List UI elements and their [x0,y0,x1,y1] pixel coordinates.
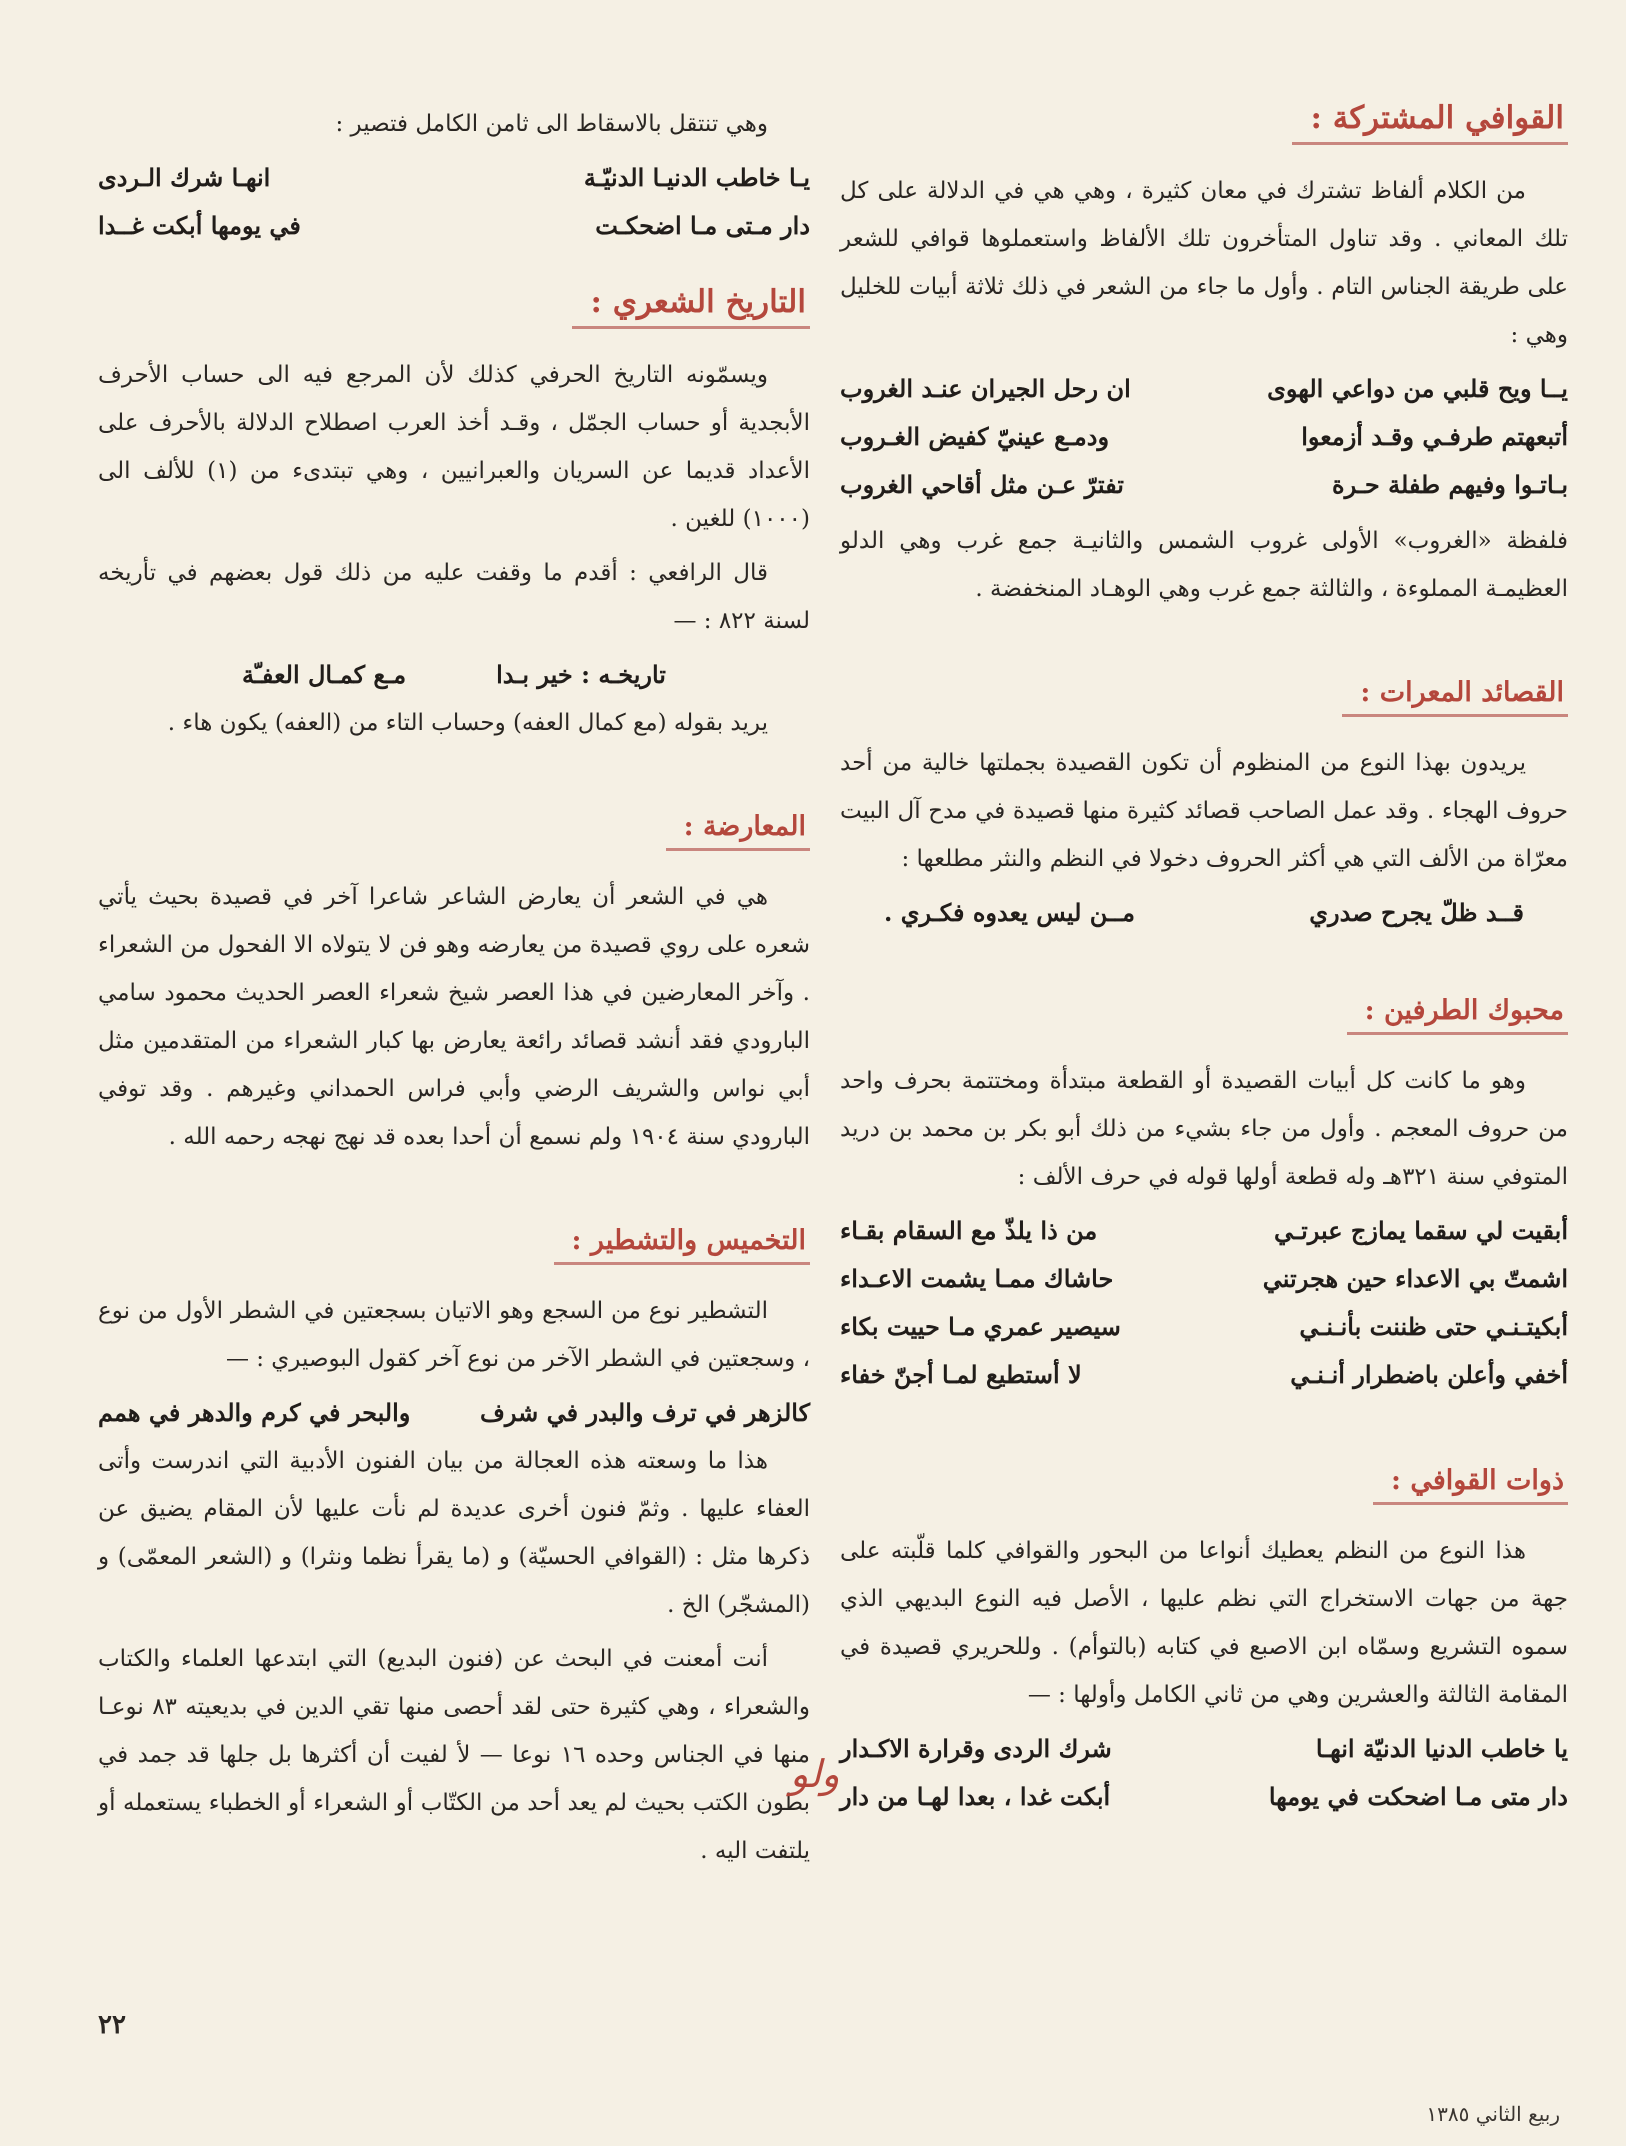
verse-first-hemistich: قــد ظلّ يجرح صدري [1309,898,1524,927]
verse-first-hemistich: أبقيت لي سقما يمازج عبرتـي [1274,1216,1568,1245]
verse-line [840,1773,1568,1821]
verse-second-hemistich: تفترّ عـن مثل أقاحي الغروب [840,470,1124,499]
verse-block [98,154,810,250]
verse-first-hemistich: أتبعهتم طرفـي وقـد أزمعوا [1301,422,1568,451]
verse-first-hemistich: دار مـتى مـا اضحكـت [595,211,810,240]
verse-second-hemistich: شرك الردى وقرارة الاكـدار [840,1734,1112,1763]
section-heading: ذوات القوافي : [1373,1465,1568,1505]
left-column [98,100,810,1881]
section-heading: التخميس والتشطير : [554,1225,810,1265]
section-paragraph: هذا النوع من النظم يعطيك أنواعا من البحور والقوافي كلما قلّبته على جهة من جهات الاستخراج التي نظم عليها ، الأصل فيه النوع البديهي الذي سموه التشريع وسمّاه ابن الاصبع في كتابه (بالتوأم) . وللحريري قصيدة في المقامة الثالثة والعشرين وهي من ثاني الكامل وأولها : — [840,1538,1568,1708]
verse-second-hemistich: من ذا يلذّ مع السقام بقـاء [840,1216,1098,1245]
verse-first-hemistich: كالزهر في ترف والبدر في شرف [480,1398,810,1427]
verse-second-hemistich: مــن ليس يعدوه فكـري . [884,898,1135,927]
section-heading: محبوك الطرفين : [1347,995,1568,1035]
closing-paragraph: أنت أمعنت في البحث عن (فنون البديع) التي ابتدعها العلماء والكتاب والشعراء ، وهي كثيرة حتى لقد أحصى منها تقي الدين في بديعيته ٨٣ نوعـا منها في الجناس وحده ١٦ نوعا — لأ لفيت أن أكثرها بل جلها قد جمد في بطون الكتب بحيث لم يعد أحد من الكتّاب أو الشعراء أو الخطباء يستعمله أو يلتفت اليه . [98,1646,811,1864]
section-heading: المعارضة : [666,811,810,851]
verse-second-hemistich: أبكت غدا ، بعدا لهـا من دار [840,1782,1111,1811]
section-paragraph: يريدون بهذا النوع من المنظوم أن تكون القصيدة بجملتها خالية من أحد حروف الهجاء . وقد عمل الصاحب قصائد كثيرة منها قصيدة في مدح آل البيت معرّاة من الألف التي هي أكثر الحروف دخولا في النظم والنثر مطلعها : [840,750,1568,872]
page-number: ٢٢ [98,2010,126,2040]
verse-line [840,1207,1568,1255]
verse-first-hemistich: يـا خاطب الدنيـا الدنيّـة [583,163,810,192]
verse-first-hemistich: بـاتـوا وفيهم طفلة حـرة [1332,470,1568,499]
verse-second-hemistich: لا أستطيع لمـا أجنّ خفاء [840,1360,1082,1389]
verse-line [840,461,1568,509]
issue-date: ربيع الثاني ١٣٨٥ [1426,2102,1560,2126]
verse-line [98,1389,810,1437]
section-paragraph: هي في الشعر أن يعارض الشاعر شاعرا آخر في قصيدة بحيث يأتي شعره على روي قصيدة من يعارضه وهو فن لا يتولاه الا الفحول من الشعراء . وآخر المعارضين في هذا العصر شيخ شعراء العصر الحديث محمود سامي البارودي فقد أنشد قصائد رائعة يعارض بها كبار الشعراء من المتقدمين مثل أبي نواس والشريف الرضي وأبي فراس الحمداني وغيرهم . وقد توفي البارودي سنة ١٩٠٤ ولم نسمع أن أحدا بعده قد نهج نهجه رحمه الله . [98,884,810,1150]
verse-first-hemistich: أخفي وأعلن باضطرار أنـنـي [1290,1360,1568,1389]
section-heading: القصائد المعرات : [1342,677,1568,717]
verse-block [840,1207,1568,1399]
verse-line [840,365,1568,413]
verse-first-hemistich: تاريخـه : خير بـدا [496,660,666,689]
right-column [840,100,1568,1829]
verse-line [840,1351,1568,1399]
verse-block [840,365,1568,509]
verse-block [840,1725,1568,1821]
quote-paragraph: قال الرافعي : أقدم ما وقفت عليه من ذلك قول بعضهم في تأريخه لسنة ٨٢٢ : — [98,560,810,634]
handwritten-margin-note: ولو [790,1752,840,1796]
verse-first-hemistich: اشمتّ بي الاعداء حين هجرتني [1262,1264,1568,1293]
verse-line [840,413,1568,461]
section-paragraph: ويسمّونه التاريخ الحرفي كذلك لأن المرجع فيه الى حساب الأحرف الأبجدية أو حساب الجمّل ، وقـد أخذ العرب اصطلاح الدلالة بالأحرف على الأعداد قديما عن السريان والعبرانيين ، وهي تبتدىء من (١) للألف الى (١٠٠٠) للغين . [98,362,810,532]
verse-first-hemistich: دار متى مـا اضحكت في يومها [1268,1782,1568,1811]
verse-first-hemistich: يا خاطب الدنيا الدنيّة انهـا [1315,1734,1568,1763]
verse-first-hemistich: أبكيتـنـي حتى ظننت بأنـنـي [1299,1312,1568,1341]
verse-second-hemistich: مـع كمـال العفـّة [242,660,407,689]
intro-paragraph: وهي تنتقل بالاسقاط الى ثامن الكامل فتصير : [335,111,768,137]
verse-line [840,1255,1568,1303]
verse-line [840,1725,1568,1773]
footnote: يريد بقوله (مع كمال العفه) وحساب التاء من (العفه) يكون هاء . [167,710,768,736]
verse-second-hemistich: والبحر في كرم والدهر في همم [98,1398,411,1427]
section-paragraph: وهو ما كانت كل أبيات القصيدة أو القطعة مبتدأة ومختتمة بحرف واحد من حروف المعجم . وأول من جاء بشيء من ذلك أبو بكر بن محمد بن دريد المتوفي سنة ٣٢١هـ وله قطعة أولها قوله في حرف الألف : [840,1068,1568,1190]
verse-line [98,154,810,202]
verse-line [840,1303,1568,1351]
verse-first-hemistich: يــا ويح قلبي من دواعي الهوى [1267,374,1568,403]
verse-line [98,651,810,699]
section-heading: القوافي المشتركة : [1292,100,1568,145]
verse-second-hemistich: سيصير عمري مـا حييت بكاء [840,1312,1121,1341]
section-paragraph: فلفظة «الغروب» الأولى غروب الشمس والثانيـة جمع غرب وهي الدلو العظيمـة المملوءة ، والثالثة جمع غرب وهي الوهـاد المنخفضة . [840,528,1568,602]
verse-line [840,889,1568,937]
section-heading: التاريخ الشعري : [572,284,810,329]
section-paragraph: التشطير نوع من السجع وهو الاتيان بسجعتين في الشطر الأول من نوع ، وسجعتين في الشطر الآخر من نوع آخر كقول البوصيري : — [98,1298,810,1372]
verse-second-hemistich: انهـا شرك الـردى [98,163,271,192]
closing-paragraph: هذا ما وسعته هذه العجالة من بيان الفنون الأدبية التي اندرست وأتى العفاء عليها . وثمّ فنون أخرى عديدة لم نأت عليها لأن المقام يضيق عن ذكرها مثل : (القوافي الحسيّة) و (ما يقرأ نظما ونثرا) و (الشعر المعمّى) و (المشجّر) الخ . [98,1448,810,1618]
verse-second-hemistich: ان رحل الجيران عنـد الغروب [840,374,1131,403]
verse-second-hemistich: في يومها أبكت غــدا [98,211,301,240]
section-paragraph: من الكلام ألفاظ تشترك في معان كثيرة ، وهي هي في الدلالة على كل تلك المعاني . وقد تناول المتأخرون تلك الألفاظ واستعملوها قوافي للشعر على طريقة الجناس التام . وأول ما جاء من الشعر في ذلك ثلاثة أبيات للخليل وهي : [840,178,1568,348]
verse-second-hemistich: حاشاك ممـا يشمت الاعـداء [840,1264,1114,1293]
verse-second-hemistich: ودمـع عينيّ كفيض الغـروب [840,422,1110,451]
verse-line [98,202,810,250]
